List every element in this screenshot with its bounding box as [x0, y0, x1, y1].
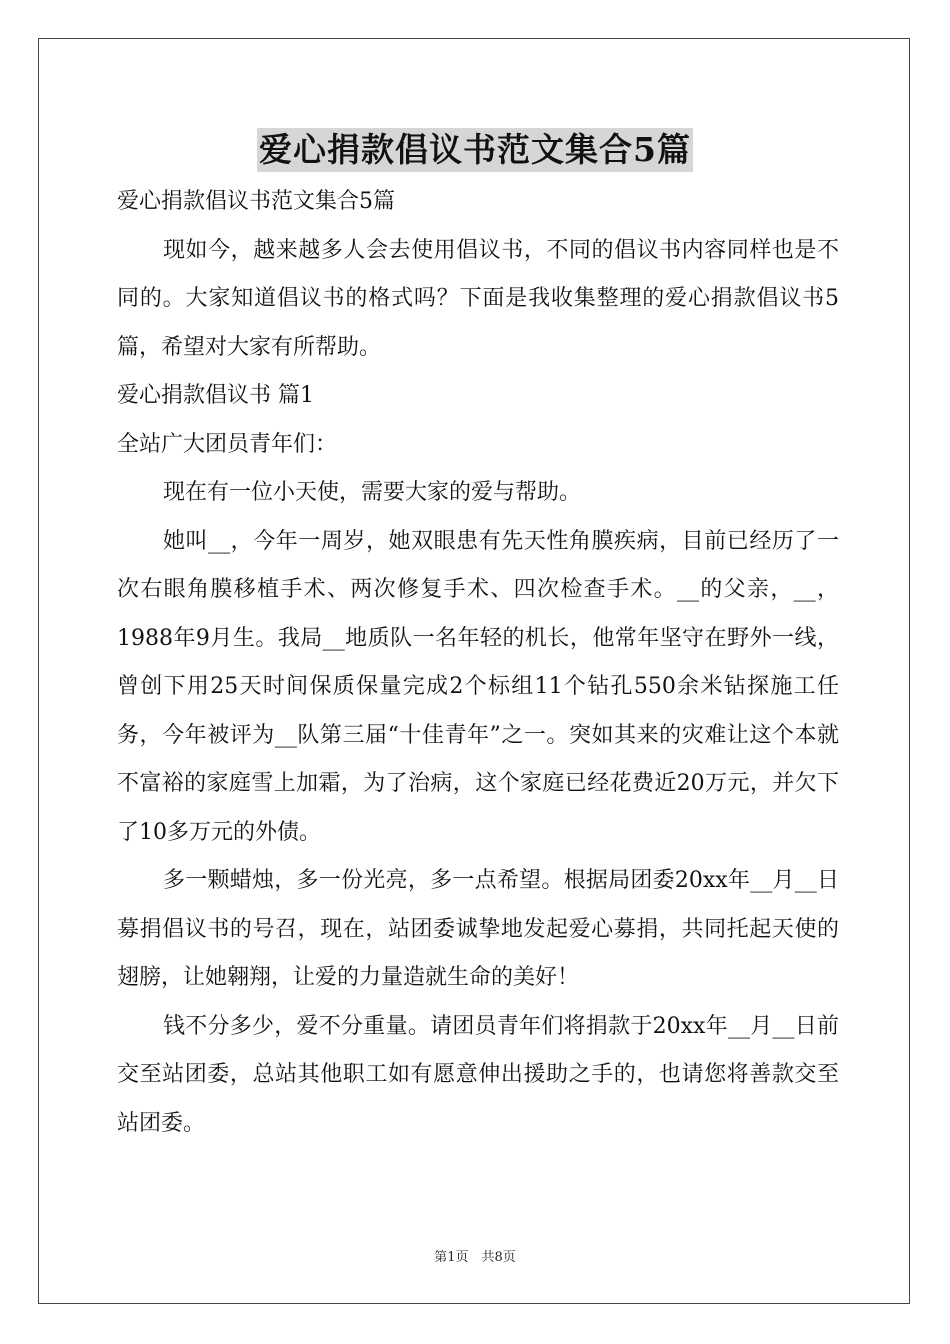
- body-paragraph: 现在有一位小天使，需要大家的爱与帮助。: [163, 480, 582, 505]
- body-paragraph: 钱不分多少，爱不分重量。请团员青年们将捐款于20xx年__月__日前交至站团委，总站其他职工如有愿意伸出援助之手的，也请您将善款交至站团委。: [117, 1013, 839, 1136]
- subtitle-paragraph: 爱心捐款倡议书范文集合5篇: [117, 189, 395, 214]
- salutation-paragraph: 全站广大团员青年们：: [117, 431, 338, 457]
- title-container: [0, 128, 950, 172]
- intro-paragraph: 现如今，越来越多人会去使用倡议书，不同的倡议书内容同样也是不同的。大家知道倡议书的格式吗？下面是我收集整理的爱心捐款倡议书5篇，希望对大家有所帮助。: [117, 237, 839, 360]
- section-heading: 爱心捐款倡议书 篇1: [117, 383, 314, 408]
- document-title: 爱心捐款倡议书范文集合5篇: [257, 128, 693, 172]
- body-paragraph: 她叫__，今年一周岁，她双眼患有先天性角膜疾病，目前已经历了一次右眼角膜移植手术、两次修复手术、四次检查手术。__的父亲，__，1988年9月生。我局__地质队一名年轻的机长，他常年坚守在野外一线，曾创下用25天时间保质保量完成2个标组11个钻孔550余米钻探施工任务，今年被评为__队第三届“十佳青年”之一。突如其来的灾难让这个本就不富裕的家庭雪上加霜，为了治病，这个家庭已经花费近20万元，并欠下了10多万元的外债。: [117, 528, 839, 845]
- body-paragraph: 多一颗蜡烛，多一份光亮，多一点希望。根据局团委20xx年__月__日募捐倡议书的号召，现在，站团委诚挚地发起爱心募捐，共同托起天使的翅膀，让她翱翔，让爱的力量造就生命的美好！: [117, 868, 839, 990]
- document-body: [117, 178, 839, 1148]
- page-footer: 第1页 共8页: [434, 1250, 516, 1265]
